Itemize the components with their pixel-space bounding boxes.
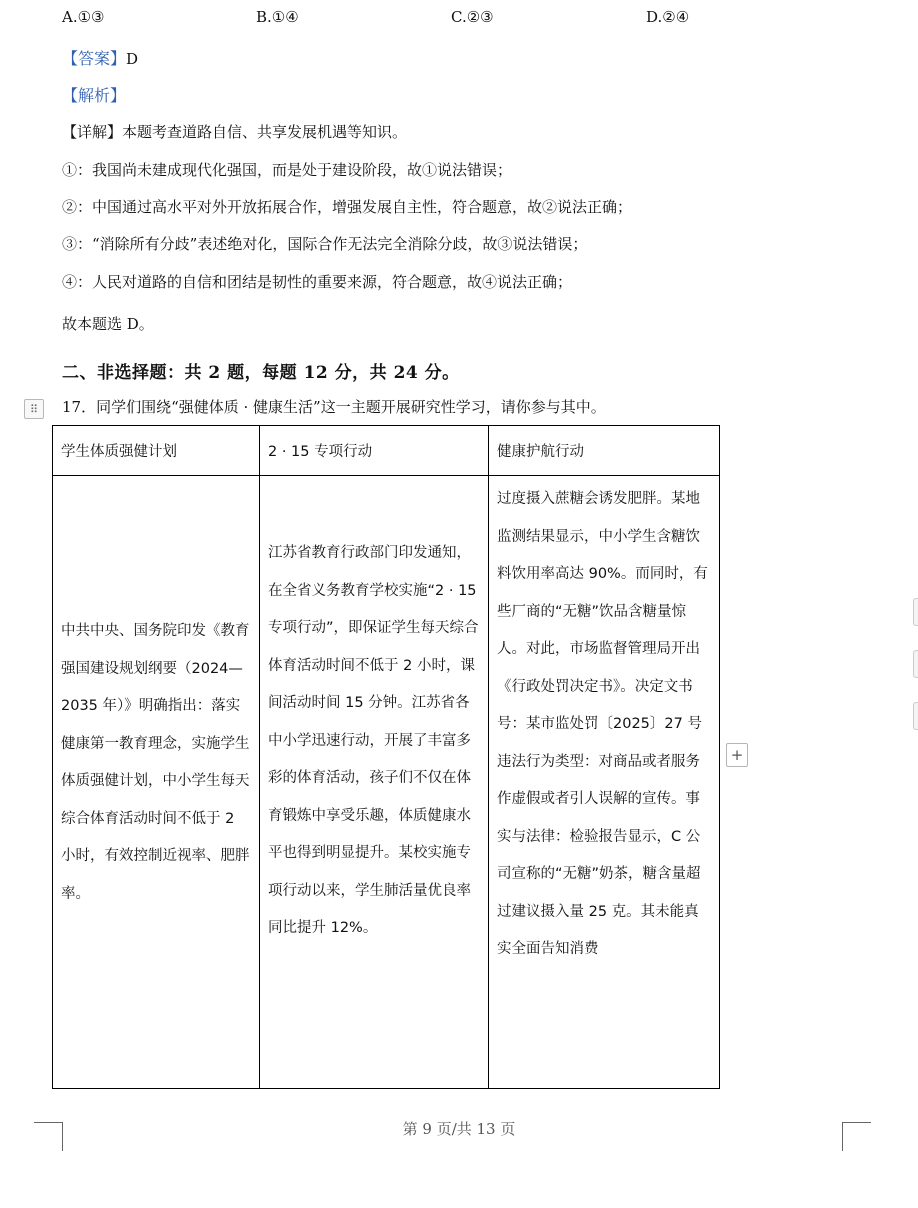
table-cell [260,476,489,1089]
section-title: 二、非选择题：共 2 题，每题 12 分，共 24 分。 [62,363,460,383]
table-header-row [53,426,720,476]
answer-label: 【答案】 [62,49,127,68]
answer-value: D [126,50,139,68]
point-1: ①：我国尚未建成现代化强国，而是处于建设阶段，故①说法错误； [62,161,513,179]
table-cell [489,476,720,1089]
detail-line: 【详解】本题考查道路自信、共享发展机遇等知识。 [62,123,408,141]
cell-action-text: 江苏省教育行政部门印发通知，在全省义务教育学校实施“2 · 15 专项行动”，即保证学生每天综合体育活动时间不低于 2 小时，课间活动时间 15 分钟。江苏省各中小学迅速行动，开展了丰富多彩的体育活动，孩子们不仅在体育锻炼中享受乐趣，体质健康水平也得到明显提升。某校实施专项行动以来，学生肺活量优良率同比提升 12%。 [268,545,479,936]
conclusion: 故本题选 D。 [62,315,154,333]
question-17: 17．同学们围绕“强健体质 · 健康生活”这一主题开展研究性学习，请你参与其中。 [62,398,606,416]
analysis-label: 【解析】 [62,86,127,105]
cell-plan-text: 中共中央、国务院印发《教育强国建设规划纲要（2024—2035 年）》明确指出：落实健康第一教育理念，实施学生体质强健计划，中小学生每天综合体育活动时间不低于 2 小时，有效控制近视率、肥胖率。 [61,623,250,902]
edge-tab [913,650,918,678]
edge-tab [913,702,918,730]
point-4: ④：人民对道路的自信和团结是韧性的重要来源，符合题意，故④说法正确； [62,273,573,291]
option-b: B.①④ [256,8,299,26]
answer-line [62,46,138,69]
add-row-icon[interactable]: + [726,743,748,767]
table-header: 健康护航行动 [489,426,720,476]
table-header: 2 · 15 专项行动 [260,426,489,476]
option-a: A.①③ [62,8,105,26]
option-c: C.②③ [451,8,494,26]
info-table [52,425,720,1089]
drag-handle-icon[interactable]: ⠿ [24,399,44,419]
table-header: 学生体质强健计划 [53,426,260,476]
page-footer: 第 9 页/共 13 页 [402,1120,516,1138]
point-2: ②：中国通过高水平对外开放拓展合作，增强发展自主性，符合题意，故②说法正确； [62,198,633,216]
table-cell [53,476,260,1089]
option-d: D.②④ [646,8,690,26]
table-row [53,476,720,1089]
cell-health-text: 过度摄入蔗糖会诱发肥胖。某地监测结果显示，中小学生含糖饮料饮用率高达 90%。而同时，有些厂商的“无糖”饮品含糖量惊人。对此，市场监督管理局开出《行政处罚决定书》。决定文书号：某市监处罚〔2025〕27 号违法行为类型：对商品或者服务作虚假或者引人误解的宣传。事实与法律：检验报告显示，C 公司宣称的“无糖”奶茶，糖含量超过建议摄入量 25 克。其未能真实全面告知消费 [497,491,708,957]
point-3: ③：“消除所有分歧”表述绝对化，国际合作无法完全消除分歧，故③说法错误； [62,235,588,253]
edge-tab [913,598,918,626]
